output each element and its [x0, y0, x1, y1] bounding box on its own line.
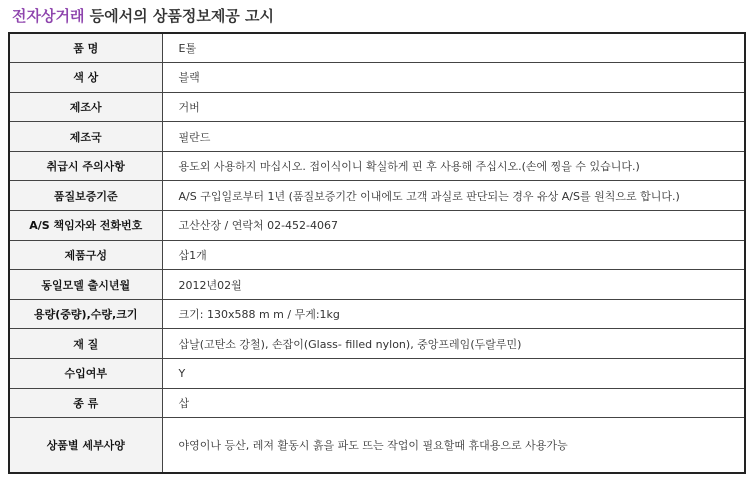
row-value-caution: 용도외 사용하지 마십시오. 접이식이니 확실하게 핀 후 사용해 주십시오.(손에 찡을 수 있습니다.) — [162, 151, 745, 181]
table-row — [9, 211, 745, 241]
row-label-type: 종 류 — [9, 388, 162, 418]
table-row — [9, 418, 745, 473]
table-row — [9, 63, 745, 93]
row-value-warranty: A/S 구입일로부터 1년 (품질보증기간 이내에도 고객 과실로 판단되는 경우 유상 A/S를 원칙으로 합니다.) — [162, 181, 745, 211]
row-value-product-name: E툴 — [162, 33, 745, 63]
page-title — [12, 4, 274, 28]
row-label-details: 상품별 세부사양 — [9, 418, 162, 473]
table-row — [9, 388, 745, 418]
row-label-components: 제품구성 — [9, 240, 162, 270]
row-label-warranty: 품질보증기준 — [9, 181, 162, 211]
row-label-country: 제조국 — [9, 122, 162, 152]
row-value-manufacturer: 거버 — [162, 92, 745, 122]
table-row — [9, 270, 745, 300]
row-value-release-date: 2012년02월 — [162, 270, 745, 300]
title-rest: 등에서의 상품정보제공 고시 — [84, 7, 275, 25]
row-label-release-date: 동일모델 출시년월 — [9, 270, 162, 300]
row-label-size-weight: 용량(중량),수량,크기 — [9, 299, 162, 329]
row-value-type: 삽 — [162, 388, 745, 418]
table-row — [9, 122, 745, 152]
row-label-as-contact: A/S 책임자와 전화번호 — [9, 211, 162, 241]
row-label-material: 재 질 — [9, 329, 162, 359]
row-label-manufacturer: 제조사 — [9, 92, 162, 122]
row-value-size-weight: 크기: 130x588 m m / 무게:1kg — [162, 299, 745, 329]
row-value-material: 삽날(고탄소 강철), 손잡이(Glass- filled nylon), 중앙프레임(두랄루민) — [162, 329, 745, 359]
row-value-components: 삽1개 — [162, 240, 745, 270]
table-row — [9, 92, 745, 122]
table-row — [9, 240, 745, 270]
table-row — [9, 329, 745, 359]
table-row — [9, 299, 745, 329]
table-row — [9, 33, 745, 63]
row-value-color: 블랙 — [162, 63, 745, 93]
row-value-imported: Y — [162, 359, 745, 389]
row-label-color: 색 상 — [9, 63, 162, 93]
row-value-country: 필란드 — [162, 122, 745, 152]
title-accent: 전자상거래 — [12, 7, 85, 25]
table-row — [9, 359, 745, 389]
row-label-product-name: 품 명 — [9, 33, 162, 63]
row-value-as-contact: 고산산장 / 연락처 02-452-4067 — [162, 211, 745, 241]
row-label-caution: 취급시 주의사항 — [9, 151, 162, 181]
product-info-table — [8, 32, 746, 474]
table-row — [9, 151, 745, 181]
table-row — [9, 181, 745, 211]
row-label-imported: 수입여부 — [9, 359, 162, 389]
row-value-details: 야영이나 등산, 레져 활동시 흙을 파도 뜨는 작업이 필요할때 휴대용으로 사용가능 — [162, 418, 745, 473]
